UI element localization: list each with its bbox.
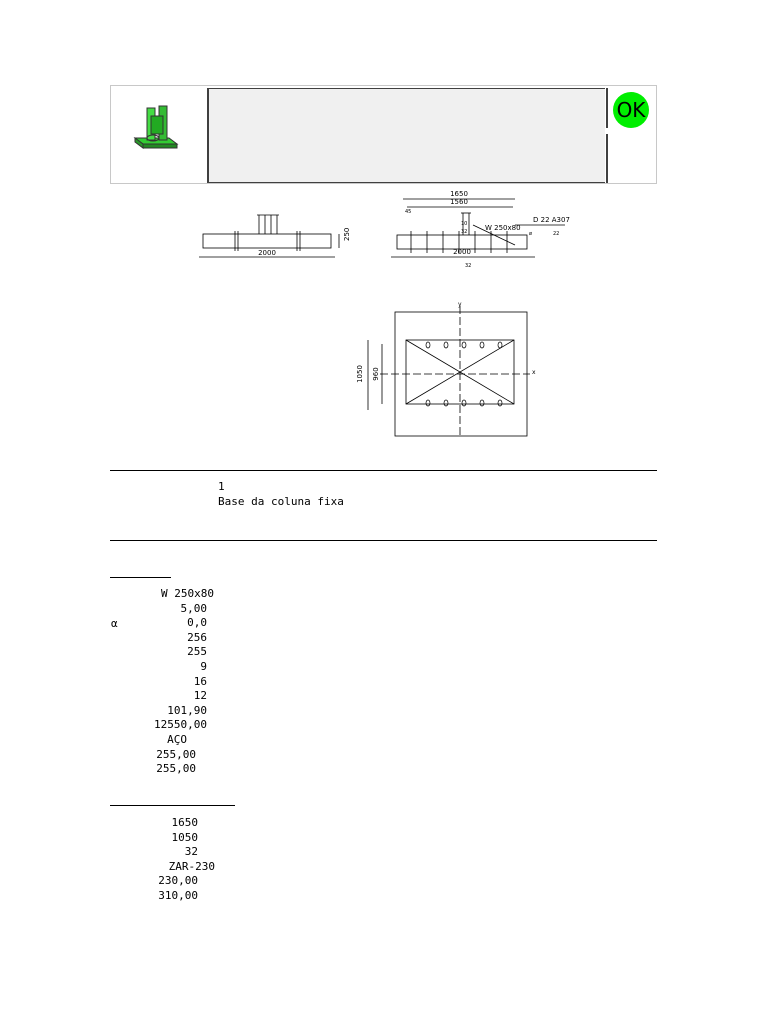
separator [110, 470, 657, 471]
value: ZAR-230 [168, 859, 215, 873]
record-title: Base da coluna fixa [218, 495, 344, 508]
value: 16 [193, 674, 207, 688]
ok-button[interactable]: OK [613, 92, 649, 128]
value: 0,0 [187, 616, 207, 630]
section1-underline [110, 577, 171, 578]
separator [110, 540, 657, 541]
plan-inner-dim: 960 [372, 367, 380, 381]
small-dim-2: 32 [461, 229, 468, 235]
record-number: 1 [218, 480, 225, 493]
side-view-drawing [195, 205, 355, 270]
value: AÇO [167, 733, 187, 746]
column-base-icon [111, 86, 207, 183]
top-dim-2: 1560 [450, 198, 468, 206]
value: 12550,00 [154, 718, 207, 732]
value: 255,00 [156, 747, 196, 761]
value: 255 [187, 645, 207, 659]
section2-underline [110, 805, 235, 806]
bottom-dim: 2000 [453, 248, 471, 256]
value: W 250x80 [161, 587, 214, 600]
value: 5,00 [180, 601, 207, 615]
small-dim-1: 45 [405, 209, 412, 215]
side-width-label: 2000 [258, 249, 276, 257]
logo-cell [111, 86, 207, 183]
value: 255,00 [156, 762, 196, 776]
value: 1050 [171, 830, 198, 844]
plan-view-drawing [350, 300, 550, 440]
axis-x-label: x [532, 369, 536, 376]
value: 310,00 [158, 889, 198, 902]
small-dim-6: 22 [553, 231, 560, 237]
bolt-label: D 22 A307 [533, 216, 570, 224]
value: 32 [184, 845, 198, 859]
alpha-symbol: α [111, 617, 118, 630]
front-view-drawing [385, 185, 575, 275]
top-dim-1: 1650 [450, 190, 468, 198]
small-dim-3: 10 [461, 221, 468, 227]
value: 12 [193, 689, 207, 703]
divider [606, 88, 608, 128]
small-dim-5: ø [529, 231, 533, 237]
plan-outer-dim: 1050 [356, 365, 364, 383]
axis-y-label: y [458, 301, 462, 308]
small-dim-4: 32 [465, 263, 472, 269]
divider [606, 134, 608, 183]
message-panel [207, 88, 605, 183]
value: 1650 [171, 816, 198, 829]
side-height-label: 250 [343, 227, 351, 241]
value: 256 [187, 630, 207, 644]
value: 230,00 [158, 874, 198, 888]
profile-label: W 250x80 [485, 224, 521, 232]
value: 9 [200, 660, 207, 673]
value: 101,90 [167, 703, 207, 717]
